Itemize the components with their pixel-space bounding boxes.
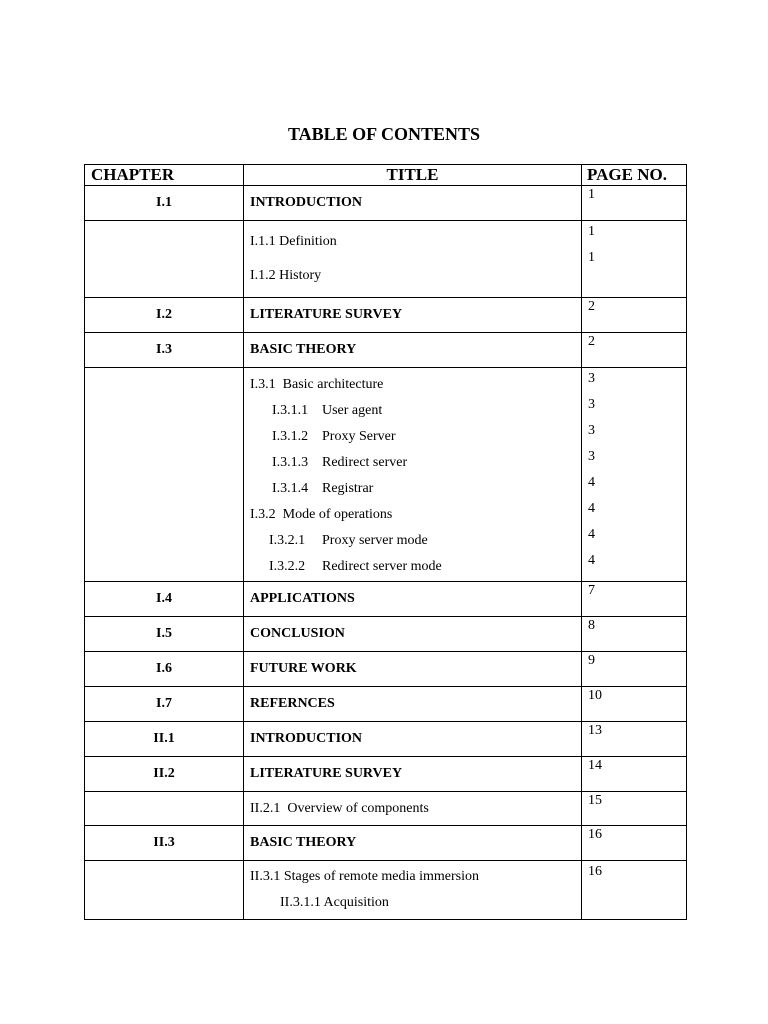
column-header-title: TITLE <box>244 165 582 186</box>
toc-row <box>85 298 687 333</box>
page-number: 1 <box>588 250 595 265</box>
subsection-title: I.3.1.4 Registrar <box>272 481 374 496</box>
toc-row <box>85 757 687 792</box>
subsection-title: I.3.2.1 Proxy server mode <box>269 533 428 548</box>
chapter-number: I.1 <box>156 195 172 210</box>
chapter-title: LITERATURE SURVEY <box>250 766 403 781</box>
chapter-number: I.7 <box>156 696 172 711</box>
subsection-title: II.3.1.1 Acquisition <box>280 895 389 910</box>
page-number: 9 <box>588 653 595 668</box>
toc-row <box>85 582 687 617</box>
column-header-chapter: CHAPTER <box>85 165 244 186</box>
page-number: 4 <box>588 553 595 568</box>
chapter-number: II.1 <box>153 731 175 746</box>
page-number: 16 <box>588 827 602 842</box>
chapter-title: CONCLUSION <box>250 626 345 641</box>
toc-row <box>85 333 687 368</box>
toc-table <box>84 164 687 920</box>
page-number: 3 <box>588 449 595 464</box>
toc-header-row <box>85 165 687 186</box>
page-number: 3 <box>588 371 595 386</box>
page-number: 1 <box>588 224 595 239</box>
toc-row <box>85 722 687 757</box>
chapter-number: II.2 <box>153 766 175 781</box>
chapter-title: LITERATURE SURVEY <box>250 307 403 322</box>
page-number: 1 <box>588 187 595 202</box>
chapter-number: II.3 <box>153 835 175 850</box>
chapter-number: I.2 <box>156 307 172 322</box>
chapter-number: I.6 <box>156 661 172 676</box>
subsection-title: I.3.1.2 Proxy Server <box>272 429 396 444</box>
toc-row <box>85 617 687 652</box>
toc-row <box>85 687 687 722</box>
page-number: 2 <box>588 334 595 349</box>
toc-row <box>85 826 687 861</box>
page-number: 7 <box>588 583 595 598</box>
subsection-title: I.3.1.3 Redirect server <box>272 455 408 470</box>
page-number: 2 <box>588 299 595 314</box>
subsection-title: I.3.1.1 User agent <box>272 403 383 418</box>
chapter-title: BASIC THEORY <box>250 835 357 850</box>
chapter-number: I.4 <box>156 591 172 606</box>
page-number: 8 <box>588 618 595 633</box>
toc-subsection-row <box>85 861 687 920</box>
chapter-title: APPLICATIONS <box>250 591 355 606</box>
page-number: 14 <box>588 758 602 773</box>
chapter-number: I.5 <box>156 626 172 641</box>
subsection-title: I.1.2 History <box>250 268 322 283</box>
toc-subsection-row <box>85 792 687 826</box>
page-number: 10 <box>588 688 602 703</box>
subsection-title: I.3.2 Mode of operations <box>250 507 393 522</box>
toc-row <box>85 186 687 221</box>
page-number: 13 <box>588 723 602 738</box>
page-number: 4 <box>588 475 595 490</box>
toc-subsection-row <box>85 221 687 298</box>
page-number: 4 <box>588 527 595 542</box>
chapter-title: INTRODUCTION <box>250 195 363 210</box>
toc-row <box>85 652 687 687</box>
page-number: 4 <box>588 501 595 516</box>
page-number: 3 <box>588 397 595 412</box>
subsection-title: I.1.1 Definition <box>250 234 337 249</box>
chapter-title: INTRODUCTION <box>250 731 363 746</box>
subsection-title: I.3.1 Basic architecture <box>250 377 384 392</box>
page-title: TABLE OF CONTENTS <box>287 124 481 144</box>
chapter-title: FUTURE WORK <box>250 661 357 676</box>
subsection-title: II.2.1 Overview of components <box>250 801 429 816</box>
toc-subsection-row <box>85 368 687 582</box>
chapter-number: I.3 <box>156 342 172 357</box>
chapter-title: BASIC THEORY <box>250 342 357 357</box>
subsection-title: I.3.2.2 Redirect server mode <box>269 559 442 574</box>
page-number: 3 <box>588 423 595 438</box>
chapter-title: REFERNCES <box>250 696 335 711</box>
page-number: 15 <box>588 793 602 808</box>
page-number: 16 <box>588 864 602 879</box>
subsection-title: II.3.1 Stages of remote media immersion <box>250 869 479 884</box>
column-header-page: PAGE NO. <box>582 165 687 186</box>
